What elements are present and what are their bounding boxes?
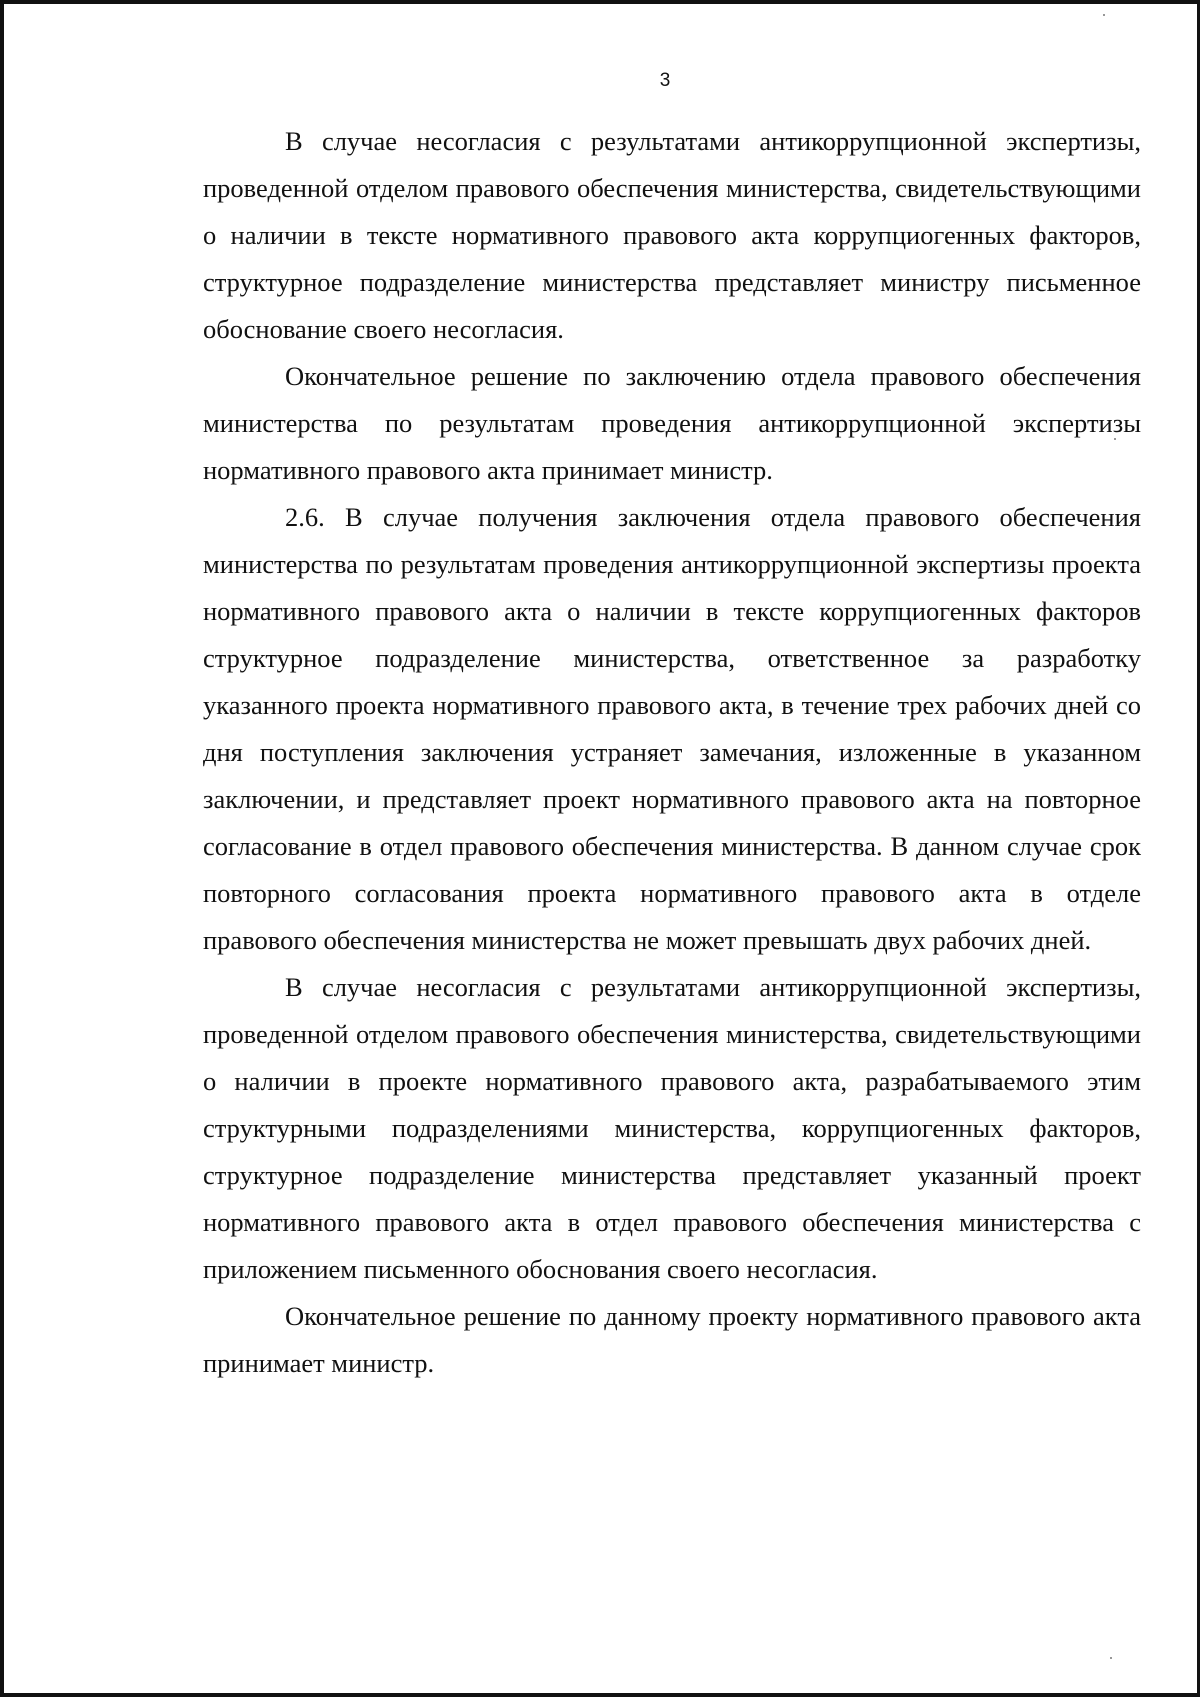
scan-speck xyxy=(1114,438,1116,440)
page-number: 3 xyxy=(659,70,671,91)
paragraph-disagreement-act: В случае несогласия с результатами антикоррупционной экспертизы, проведенной отделом правового обеспечения министерства, свидетельствующими о наличии в тексте нормативного правового акта коррупциогенных факторов, структурное подразделение министерства представляет министру письменное обоснование своего несогласия. xyxy=(203,126,1141,344)
paragraph-final-decision-draft: Окончательное решение по данному проекту нормативного правового акта принимает министр. xyxy=(203,1301,1141,1378)
scan-speck xyxy=(1110,1657,1112,1659)
document-body xyxy=(203,118,1141,1387)
scan-speck xyxy=(1103,14,1105,16)
paragraph-disagreement-draft: В случае несогласия с результатами антикоррупционной экспертизы, проведенной отделом правового обеспечения министерства, свидетельствующими о наличии в проекте нормативного правового акта, разрабатываемого этим структурными подразделениями министерства, коррупциогенных факторов, структурное подразделение министерства представляет указанный проект нормативного правового акта в отдел правового обеспечения министерства с приложением письменного обоснования своего несогласия. xyxy=(203,972,1141,1284)
paragraph-final-decision-act: Окончательное решение по заключению отдела правового обеспечения министерства по результатам проведения антикоррупционной экспертизы нормативного правового акта принимает министр. xyxy=(203,361,1141,485)
paragraph-section-2-6: 2.6. В случае получения заключения отдела правового обеспечения министерства по результатам проведения антикоррупционной экспертизы проекта нормативного правового акта о наличии в тексте коррупциогенных факторов структурное подразделение министерства, ответственное за разработку указанного проекта нормативного правового акта, в течение трех рабочих дней со дня поступления заключения устраняет замечания, изложенные в указанном заключении, и представляет проект нормативного правового акта на повторное согласование в отдел правового обеспечения министерства. В данном случае срок повторного согласования проекта нормативного правового акта в отделе правового обеспечения министерства не может превышать двух рабочих дней. xyxy=(203,502,1141,955)
